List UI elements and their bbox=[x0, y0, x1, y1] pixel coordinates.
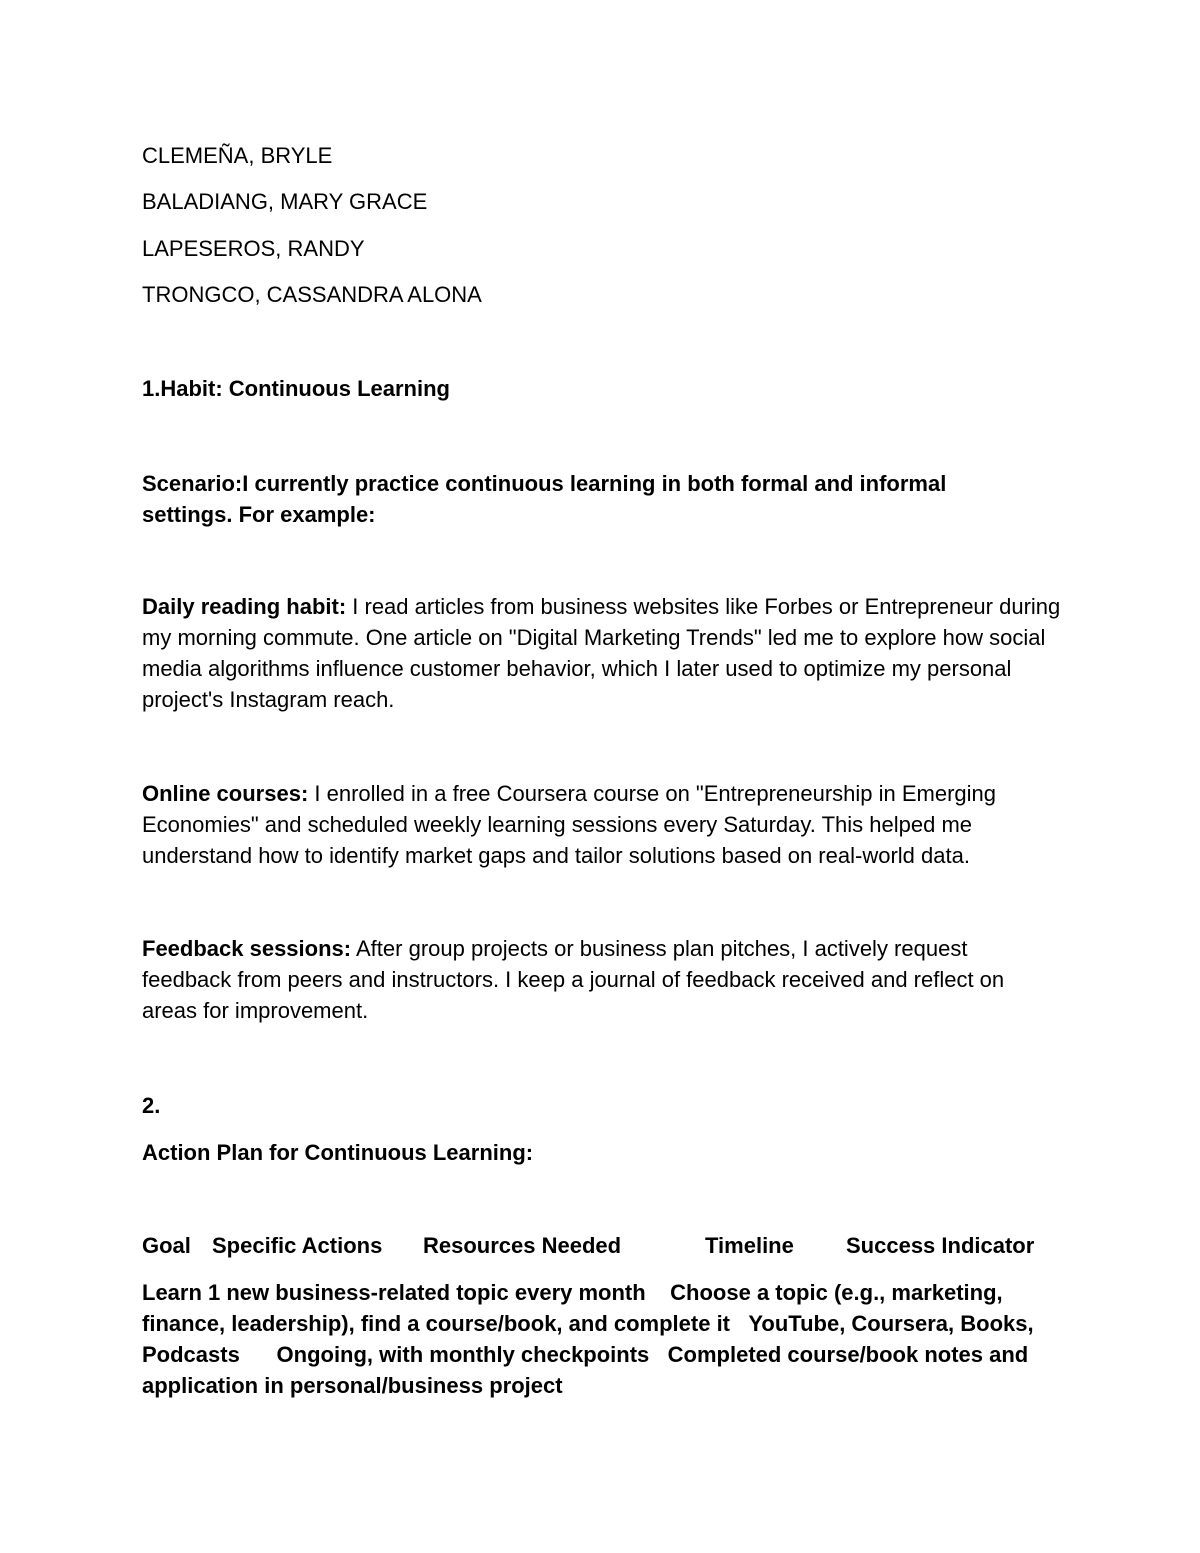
header-resources-needed: Resources Needed bbox=[423, 1233, 622, 1258]
feedback-sessions-text: After group projects or business plan pitches, I actively request feedback from peers and instructors. I keep a journal of feedback received and reflect on areas for improvement. bbox=[142, 936, 1005, 1023]
section2-heading: Action Plan for Continuous Learning: bbox=[142, 1140, 534, 1165]
cell-goal: Learn 1 new business-related topic every month bbox=[142, 1280, 646, 1305]
student-name-1: CLEMEÑA, BRYLE bbox=[142, 143, 333, 168]
action-plan-table-row bbox=[142, 1277, 1062, 1401]
daily-reading-paragraph bbox=[142, 591, 1082, 715]
section1-heading: 1.Habit: Continuous Learning bbox=[142, 376, 450, 401]
student-name-4: TRONGCO, CASSANDRA ALONA bbox=[142, 282, 482, 307]
online-courses-paragraph bbox=[142, 778, 1082, 871]
daily-reading-label: Daily reading habit: bbox=[142, 594, 347, 619]
student-name-3: LAPESEROS, RANDY bbox=[142, 236, 365, 261]
header-specific-actions: Specific Actions bbox=[212, 1233, 383, 1258]
student-name-2: BALADIANG, MARY GRACE bbox=[142, 189, 428, 214]
cell-timeline: Ongoing, with monthly checkpoints bbox=[276, 1342, 650, 1367]
online-courses-text: I enrolled in a free Coursera course on "Entrepreneurship in Emerging Economies" and scheduled weekly learning sessions every Saturday. This helped me understand how to identify market gaps and tailor solutions based on real-world data. bbox=[142, 781, 997, 868]
header-success-indicator: Success Indicator bbox=[846, 1233, 1035, 1258]
feedback-sessions-label: Feedback sessions: bbox=[142, 936, 352, 961]
cell-specific-actions: Choose a topic (e.g., marketing, finance, leadership), find a course/book, and complete it bbox=[142, 1280, 1003, 1336]
online-courses-label: Online courses: bbox=[142, 781, 309, 806]
cell-resources-needed: YouTube, Coursera, Books, Podcasts bbox=[142, 1311, 1034, 1367]
cell-success-indicator: Completed course/book notes and application in personal/business project bbox=[142, 1342, 1029, 1398]
action-plan-table-header bbox=[142, 1230, 1034, 1261]
feedback-sessions-paragraph bbox=[142, 933, 1042, 1026]
daily-reading-text: I read articles from business websites like Forbes or Entrepreneur during my morning commute. One article on "Digital Marketing Trends" led me to explore how social media algorithms influence customer behavior, which I later used to optimize my personal project's Instagram reach. bbox=[142, 594, 1061, 712]
section2-number: 2. bbox=[142, 1093, 161, 1118]
scenario-paragraph: Scenario:I currently practice continuous learning in both formal and informal settings. For example: bbox=[142, 471, 947, 527]
header-goal: Goal bbox=[142, 1233, 191, 1258]
header-timeline: Timeline bbox=[705, 1233, 794, 1258]
